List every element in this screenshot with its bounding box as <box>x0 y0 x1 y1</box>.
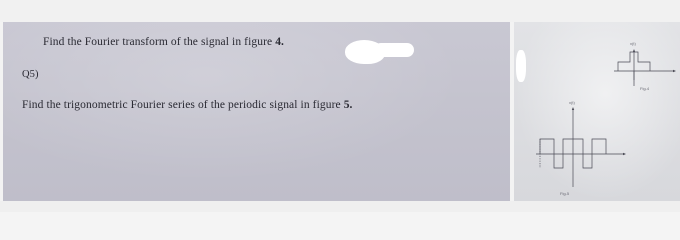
question-5-figure-ref: 5. <box>343 99 353 111</box>
fig5-axis-label: x(t) <box>569 100 575 105</box>
fig5-right-arrow-icon <box>623 153 626 155</box>
redaction-scribble-edge <box>516 50 526 82</box>
question-5-label: Q5) <box>22 69 39 80</box>
top-margin <box>0 0 680 22</box>
fig5-up-arrow-icon <box>572 107 574 110</box>
fig5-caption: Fig-5 <box>560 191 570 196</box>
question-4-text <box>43 36 284 48</box>
figures-sheet-photo <box>514 22 680 201</box>
redaction-scribble-tail <box>374 43 414 57</box>
question-5-text <box>22 99 353 111</box>
question-sheet-photo <box>3 22 510 201</box>
fig4-caption: Fig-4 <box>640 86 650 91</box>
question-5-prompt: Find the trigonometric Fourier series of the periodic signal in figure <box>22 99 344 111</box>
fig4-axis-label: x(t) <box>630 41 636 46</box>
question-4-prompt: Find the Fourier transform of the signal in figure <box>43 36 276 48</box>
bottom-margin <box>0 201 680 212</box>
figure-5-plot <box>514 22 680 201</box>
question-4-figure-ref: 4. <box>275 36 285 48</box>
